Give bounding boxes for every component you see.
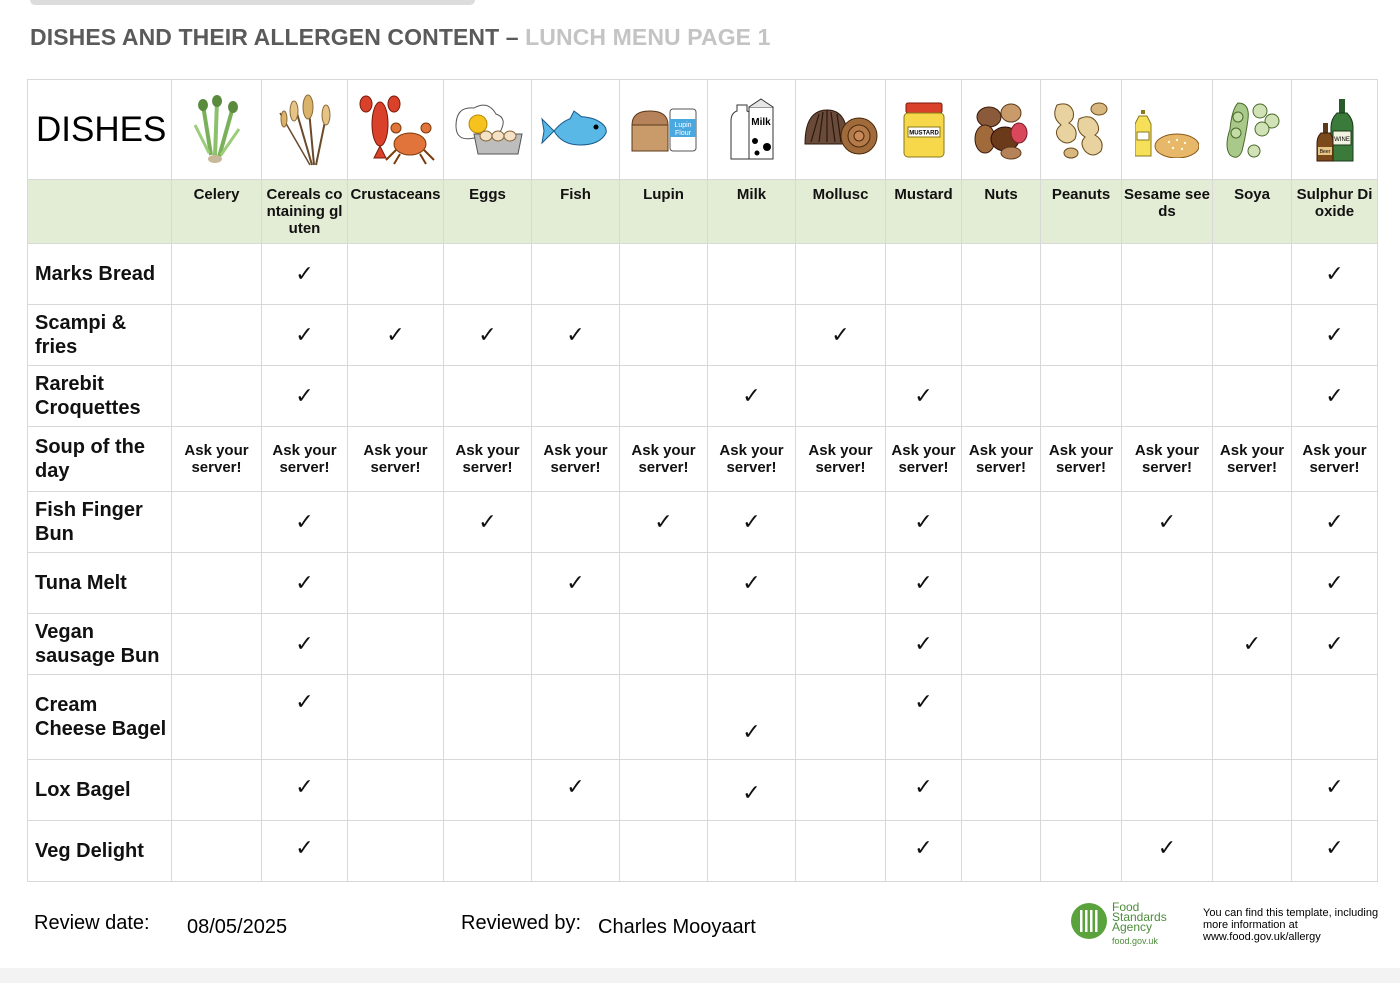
allergen-cell [620, 553, 708, 614]
check-icon: ✓ [478, 322, 497, 347]
reviewed-by-value: Charles Mooyaart [598, 916, 756, 938]
dish-row [28, 492, 1378, 553]
allergen-cell [962, 821, 1041, 882]
ask-server-note: Ask your server! [262, 427, 348, 492]
allergen-name-lupin: Lupin [620, 180, 708, 244]
allergen-cell [262, 614, 348, 675]
svg-text:MUSTARD: MUSTARD [908, 130, 939, 136]
fsa-word-3: Agency [1112, 920, 1153, 934]
allergen-name-fish: Fish [532, 180, 620, 244]
allergen-cell [532, 675, 620, 760]
allergen-cell [262, 492, 348, 553]
check-icon: ✓ [478, 509, 497, 534]
allergen-cell [962, 675, 1041, 760]
svg-text:Flour: Flour [674, 129, 691, 137]
dish-name: Tuna Melt [28, 553, 172, 614]
allergen-cell [1213, 492, 1292, 553]
allergen-cell [962, 244, 1041, 305]
allergen-name-cereals-containing-gluten: Cereals containing gluten [262, 180, 348, 244]
allergen-cell [1213, 614, 1292, 675]
allergen-name-row [28, 180, 1378, 244]
check-icon: ✓ [295, 509, 314, 534]
allergen-cell [708, 614, 796, 675]
allergen-cell [348, 675, 444, 760]
ask-server-note: Ask your server! [172, 427, 262, 492]
svg-text:Lupin: Lupin [673, 121, 692, 129]
allergen-cell [796, 821, 886, 882]
top-shadow [30, 0, 475, 5]
allergen-cell [348, 821, 444, 882]
check-icon: ✓ [295, 261, 314, 286]
allergen-cell [708, 492, 796, 553]
allergen-cell [444, 492, 532, 553]
ask-server-note: Ask your server! [532, 427, 620, 492]
allergen-cell [708, 760, 796, 821]
allergen-cell [1213, 244, 1292, 305]
allergen-cell [172, 553, 262, 614]
check-icon: ✓ [914, 509, 933, 534]
allergen-name-sesame-seeds: Sesame seeds [1122, 180, 1213, 244]
allergen-cell [620, 614, 708, 675]
allergen-name-mustard: Mustard [886, 180, 962, 244]
allergen-cell [172, 244, 262, 305]
check-icon: ✓ [914, 774, 933, 799]
allergen-cell [796, 760, 886, 821]
allergen-cell [1213, 366, 1292, 427]
check-icon: ✓ [295, 689, 314, 714]
ask-server-note: Ask your server! [444, 427, 532, 492]
allergen-cell [444, 821, 532, 882]
shell-icon [796, 80, 886, 180]
allergen-cell [262, 760, 348, 821]
allergen-cell [1213, 821, 1292, 882]
allergen-cell [796, 244, 886, 305]
allergen-cell [1292, 821, 1378, 882]
allergen-cell [962, 305, 1041, 366]
allergen-cell [1122, 366, 1213, 427]
allergen-cell [1041, 614, 1122, 675]
check-icon: ✓ [914, 689, 933, 714]
allergen-cell [796, 492, 886, 553]
allergen-cell [796, 553, 886, 614]
allergen-cell [1122, 675, 1213, 760]
allergen-cell [348, 305, 444, 366]
ask-server-note: Ask your server! [886, 427, 962, 492]
review-date-value: 08/05/2025 [187, 916, 288, 938]
allergen-cell [620, 305, 708, 366]
allergen-cell [444, 553, 532, 614]
allergen-cell [444, 760, 532, 821]
dish-name: Fish Finger Bun [28, 492, 172, 553]
celery-icon [172, 80, 262, 180]
check-icon: ✓ [1325, 383, 1344, 408]
allergen-cell [886, 305, 962, 366]
allergen-cell [796, 305, 886, 366]
allergen-cell [1292, 553, 1378, 614]
allergen-cell [444, 305, 532, 366]
check-icon: ✓ [914, 570, 933, 595]
allergen-cell [708, 305, 796, 366]
allergen-cell [620, 366, 708, 427]
allergen-cell [532, 492, 620, 553]
allergen-cell [1213, 760, 1292, 821]
allergen-cell [620, 492, 708, 553]
allergen-cell [1292, 492, 1378, 553]
allergen-cell [1041, 821, 1122, 882]
check-icon: ✓ [295, 570, 314, 595]
check-icon: ✓ [1157, 509, 1177, 534]
allergen-name-eggs: Eggs [444, 180, 532, 244]
allergen-cell [1292, 305, 1378, 366]
allergen-name-peanuts: Peanuts [1041, 180, 1122, 244]
check-icon: ✓ [295, 322, 314, 347]
allergen-cell [1292, 675, 1378, 760]
dish-row [28, 821, 1378, 882]
dish-name: Rarebit Croquettes [28, 366, 172, 427]
check-icon: ✓ [1325, 835, 1344, 860]
allergen-cell [262, 553, 348, 614]
allergen-cell [1213, 675, 1292, 760]
dish-row [28, 553, 1378, 614]
allergen-cell [172, 675, 262, 760]
dish-row [28, 614, 1378, 675]
allergen-cell [532, 305, 620, 366]
bottom-bar [0, 968, 1400, 983]
soya-icon [1213, 80, 1292, 180]
allergen-name-crustaceans: Crustaceans [348, 180, 444, 244]
allergen-cell [1292, 244, 1378, 305]
dishes-header: DISHES [28, 80, 172, 180]
allergen-table [27, 79, 1378, 882]
ask-server-note: Ask your server! [1213, 427, 1292, 492]
ask-server-note: Ask your server! [620, 427, 708, 492]
svg-text:Beer: Beer [1319, 148, 1330, 155]
ask-server-note: Ask your server! [1122, 427, 1213, 492]
allergen-cell [348, 760, 444, 821]
allergen-cell [962, 760, 1041, 821]
ask-server-note: Ask your server! [1041, 427, 1122, 492]
sesame-icon [1122, 80, 1213, 180]
allergen-name-milk: Milk [708, 180, 796, 244]
dish-name: Veg Delight [28, 821, 172, 882]
egg-icon [444, 80, 532, 180]
page-title-sub: LUNCH MENU PAGE 1 [525, 24, 771, 50]
allergen-cell [444, 244, 532, 305]
allergen-cell [1041, 305, 1122, 366]
page-title-main: DISHES AND THEIR ALLERGEN CONTENT – [30, 24, 519, 50]
check-icon: ✓ [1157, 835, 1177, 860]
allergen-cell [620, 244, 708, 305]
allergen-cell [620, 675, 708, 760]
page-title [30, 24, 771, 51]
check-icon: ✓ [831, 322, 850, 347]
check-icon: ✓ [295, 631, 314, 656]
allergen-name-soya: Soya [1213, 180, 1292, 244]
allergen-cell [1122, 244, 1213, 305]
allergen-cell [1292, 760, 1378, 821]
check-icon: ✓ [295, 835, 314, 860]
allergen-name-sulphur-dioxide: Sulphur Dioxide [1292, 180, 1378, 244]
check-icon: ✓ [1325, 631, 1344, 656]
fish-icon [532, 80, 620, 180]
allergen-cell [532, 821, 620, 882]
check-icon: ✓ [742, 570, 761, 595]
allergen-cell [886, 492, 962, 553]
fsa-logo [1070, 902, 1180, 950]
fsa-emblem-icon [1070, 902, 1108, 940]
allergen-cell [1041, 492, 1122, 553]
allergen-cell [444, 675, 532, 760]
lobster-crab-icon [348, 80, 444, 180]
allergen-cell [962, 366, 1041, 427]
allergen-cell [1122, 492, 1213, 553]
allergen-cell [1213, 305, 1292, 366]
allergen-cell [1041, 675, 1122, 760]
allergen-cell [348, 492, 444, 553]
reviewed-by-label: Reviewed by: [461, 912, 582, 934]
allergen-cell [1041, 553, 1122, 614]
allergen-cell [172, 366, 262, 427]
allergen-cell [886, 614, 962, 675]
allergen-cell [708, 366, 796, 427]
allergen-cell [348, 244, 444, 305]
check-icon: ✓ [742, 383, 761, 408]
peanuts-icon [1041, 80, 1122, 180]
allergen-cell [262, 366, 348, 427]
allergen-cell [1122, 821, 1213, 882]
check-icon: ✓ [914, 383, 933, 408]
allergen-cell [348, 553, 444, 614]
check-icon: ✓ [742, 780, 761, 805]
ask-server-note: Ask your server! [348, 427, 444, 492]
allergen-cell [262, 244, 348, 305]
fsa-word-1: Food [1112, 900, 1140, 914]
allergen-cell [172, 305, 262, 366]
allergen-cell [172, 614, 262, 675]
check-icon: ✓ [914, 835, 933, 860]
template-note: You can find this template, including more information at www.food.gov.uk/allergy [1203, 907, 1379, 943]
allergen-cell [796, 366, 886, 427]
dish-row [28, 244, 1378, 305]
check-icon: ✓ [914, 631, 933, 656]
allergen-cell [1292, 614, 1378, 675]
allergen-cell [708, 821, 796, 882]
check-icon: ✓ [654, 509, 673, 534]
check-icon: ✓ [1242, 631, 1262, 656]
allergen-cell [620, 821, 708, 882]
dish-row [28, 760, 1378, 821]
allergen-cell [886, 821, 962, 882]
dish-row [28, 427, 1378, 492]
allergen-cell [962, 614, 1041, 675]
fsa-wordmark [1112, 902, 1167, 932]
allergen-cell [1122, 760, 1213, 821]
svg-text:WINE: WINE [1333, 136, 1350, 143]
allergen-cell [172, 821, 262, 882]
icon-row [28, 80, 1378, 180]
check-icon: ✓ [1325, 509, 1344, 534]
wine-bottles-icon [1292, 80, 1378, 180]
allergen-cell [886, 244, 962, 305]
check-icon: ✓ [742, 509, 761, 534]
allergen-name-mollusc: Mollusc [796, 180, 886, 244]
allergen-cell [1122, 553, 1213, 614]
allergen-cell [1122, 305, 1213, 366]
dish-name: Soup of the day [28, 427, 172, 492]
allergen-cell [1213, 553, 1292, 614]
lupin-flour-icon [620, 80, 708, 180]
check-icon: ✓ [295, 774, 314, 799]
ask-server-note: Ask your server! [1292, 427, 1378, 492]
check-icon: ✓ [1325, 322, 1344, 347]
dish-name: Scampi & fries [28, 305, 172, 366]
allergen-cell [962, 553, 1041, 614]
dish-row [28, 366, 1378, 427]
dish-row [28, 305, 1378, 366]
dish-name: Vegan sausage Bun [28, 614, 172, 675]
allergen-cell [1041, 760, 1122, 821]
check-icon: ✓ [742, 719, 761, 744]
check-icon: ✓ [386, 322, 405, 347]
allergen-name-nuts: Nuts [962, 180, 1041, 244]
allergen-cell [172, 760, 262, 821]
dish-name: Cream Cheese Bagel [28, 675, 172, 760]
allergen-cell [172, 492, 262, 553]
allergen-name-celery: Celery [172, 180, 262, 244]
fsa-word-2: Standards [1112, 910, 1167, 924]
allergen-cell [262, 675, 348, 760]
allergen-cell [444, 614, 532, 675]
allergen-cell [962, 492, 1041, 553]
allergen-cell [532, 244, 620, 305]
allergen-cell [796, 614, 886, 675]
name-row-empty [28, 180, 172, 244]
allergen-cell [1292, 366, 1378, 427]
ask-server-note: Ask your server! [962, 427, 1041, 492]
allergen-cell [532, 760, 620, 821]
dish-name: Marks Bread [28, 244, 172, 305]
allergen-cell [886, 553, 962, 614]
nuts-icon [962, 80, 1041, 180]
allergen-cell [708, 244, 796, 305]
allergen-cell [886, 366, 962, 427]
allergen-cell [1041, 366, 1122, 427]
wheat-icon [262, 80, 348, 180]
ask-server-note: Ask your server! [796, 427, 886, 492]
check-icon: ✓ [566, 774, 585, 799]
check-icon: ✓ [1325, 774, 1344, 799]
allergen-cell [708, 553, 796, 614]
check-icon: ✓ [566, 570, 585, 595]
allergen-cell [532, 366, 620, 427]
allergen-cell [444, 366, 532, 427]
review-date-label: Review date: [34, 912, 150, 934]
allergen-cell [262, 821, 348, 882]
allergen-cell [262, 305, 348, 366]
allergen-cell [348, 366, 444, 427]
check-icon: ✓ [1325, 261, 1344, 286]
mustard-jar-icon [886, 80, 962, 180]
check-icon: ✓ [1325, 570, 1344, 595]
svg-text:Milk: Milk [750, 116, 771, 128]
allergen-cell [886, 675, 962, 760]
ask-server-note: Ask your server! [708, 427, 796, 492]
milk-icon [708, 80, 796, 180]
allergen-cell [1041, 244, 1122, 305]
dish-name: Lox Bagel [28, 760, 172, 821]
allergen-cell [886, 760, 962, 821]
check-icon: ✓ [295, 383, 314, 408]
dish-row [28, 675, 1378, 760]
allergen-cell [1122, 614, 1213, 675]
allergen-cell [532, 553, 620, 614]
allergen-cell [532, 614, 620, 675]
fsa-url: food.gov.uk [1112, 936, 1158, 946]
allergen-cell [620, 760, 708, 821]
allergen-cell [796, 675, 886, 760]
check-icon: ✓ [566, 322, 585, 347]
allergen-cell [708, 675, 796, 760]
allergen-cell [348, 614, 444, 675]
